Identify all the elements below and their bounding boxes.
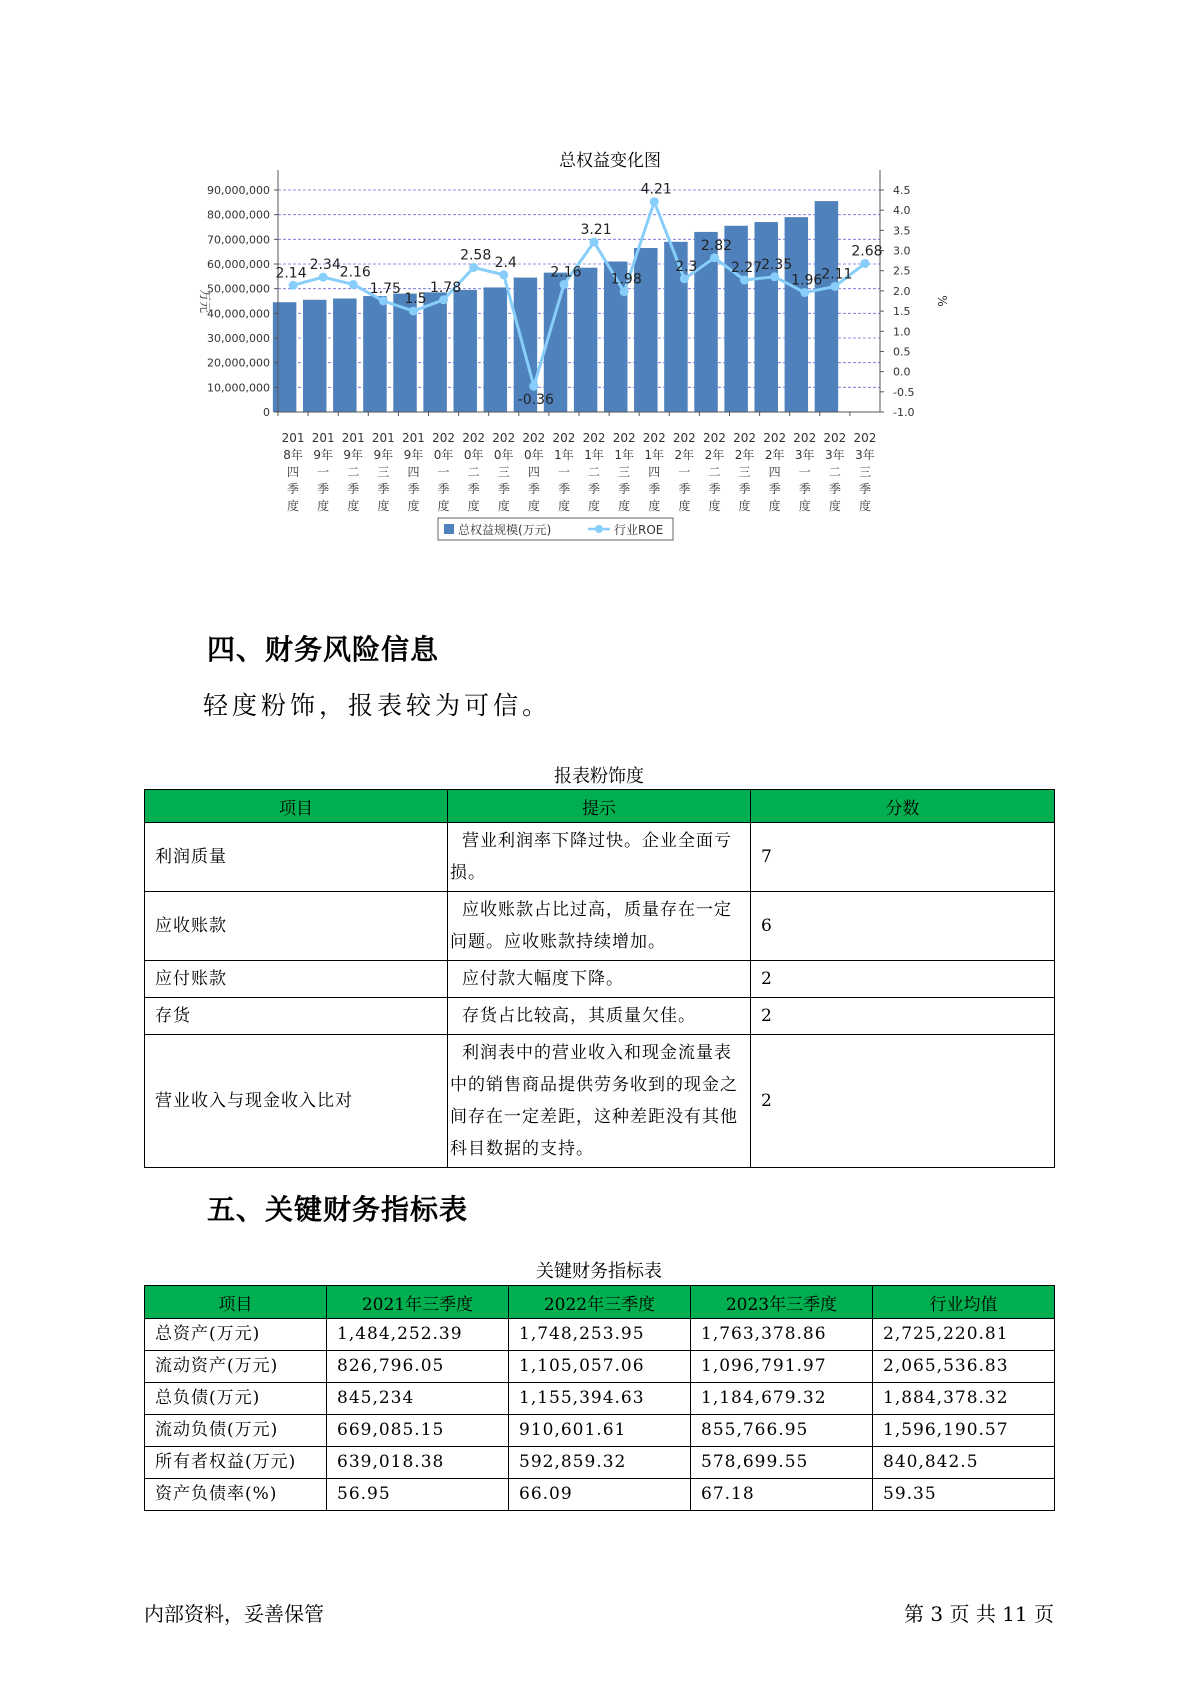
table-row [145,998,1055,1035]
roe-point [710,253,719,262]
cell-score: 2 [751,961,1055,998]
roe-point [650,197,659,206]
legend-label: 总权益规模(万元) [458,523,552,537]
x-tick-label: 三 [497,465,510,479]
y-tick-label: 20,000,000 [207,356,270,370]
x-tick-label: 季 [738,482,751,496]
cell-value: 56.95 [327,1479,509,1511]
cell-item: 利润质量 [145,823,448,892]
x-tick-label: 0年 [524,448,544,462]
cell-item: 应收账款 [145,892,448,961]
cell-value: 578,699.55 [691,1447,873,1479]
x-tick-label: 202 [793,431,817,445]
y2-tick-label: 1.0 [893,325,911,339]
col-header-industry-avg: 行业均值 [873,1286,1055,1319]
x-tick-label: 202 [432,431,456,445]
y2-tick-label: 0.0 [893,365,911,379]
cell-value: 1,884,378.32 [873,1383,1055,1415]
x-tick-label: 季 [618,482,631,496]
data-label: 1.78 [429,279,462,296]
data-label: 2.16 [550,264,582,281]
x-tick-label: 度 [407,499,420,513]
x-tick-label: 四 [407,465,420,479]
bar [333,299,356,412]
table-row [145,1319,1055,1351]
roe-point [529,382,538,391]
col-header-2022q3: 2022年三季度 [509,1286,691,1319]
x-tick-label: 1年 [584,448,604,462]
x-tick-label: 三 [858,465,871,479]
x-tick-label: 2年 [764,448,785,462]
cell-item: 流动资产(万元) [145,1351,327,1383]
cell-value: 826,796.05 [327,1351,509,1383]
cell-value: 1,763,378.86 [691,1319,873,1351]
x-tick-label: 季 [678,482,691,496]
x-tick-label: 201 [401,431,425,445]
legend-swatch-dot [595,525,603,533]
section4-heading: 四、财务风险信息 [207,633,440,666]
x-tick-label: 季 [588,482,601,496]
cell-score: 2 [751,998,1055,1035]
data-label: 2.82 [700,237,733,254]
roe-point [680,274,689,283]
roe-point [379,297,388,306]
x-tick-label: 季 [828,482,841,496]
cell-value: 1,596,190.57 [873,1415,1055,1447]
x-tick-label: 202 [612,431,636,445]
x-tick-label: 度 [497,499,510,513]
data-label: 2.68 [851,243,883,260]
x-tick-label: 度 [798,499,811,513]
roe-point [860,259,869,268]
y-tick-label: 60,000,000 [207,258,270,271]
cell-item: 营业收入与现金收入比对 [145,1035,448,1168]
y2-tick-label: 3.0 [893,244,911,258]
x-tick-label: 度 [708,499,721,513]
x-tick-label: 度 [437,499,450,513]
cell-score: 2 [751,1035,1055,1168]
x-tick-label: 季 [557,482,570,496]
col-header-2023q3: 2023年三季度 [691,1286,873,1319]
bar [363,296,386,412]
cell-value: 1,105,057.06 [509,1351,691,1383]
data-label: 2.3 [675,258,698,275]
x-tick-label: 度 [828,499,841,513]
table-row [145,1035,1055,1168]
bar [453,290,476,412]
x-tick-label: 季 [527,482,540,496]
y-axis-title: 万元 [198,288,212,314]
x-tick-label: 201 [311,431,335,445]
cell-item: 总资产(万元) [145,1319,327,1351]
x-tick-label: 度 [678,499,691,513]
x-tick-label: 3年 [794,448,815,462]
col-header-item: 项目 [145,790,448,823]
x-tick-label: 202 [702,431,726,445]
y2-tick-label: 2.0 [893,284,911,298]
whitewash-table [144,789,1055,1168]
x-tick-label: 三 [618,465,631,479]
x-tick-label: 202 [582,431,606,445]
x-tick-label: 度 [287,499,300,513]
cell-value: 59.35 [873,1479,1055,1511]
data-label: -0.36 [517,392,554,409]
x-tick-label: 季 [437,482,450,496]
x-tick-label: 0年 [463,448,484,462]
x-tick-label: 202 [672,431,696,445]
legend-swatch-bar [444,524,454,534]
x-tick-label: 8年 [283,448,303,462]
x-tick-label: 201 [341,431,365,445]
bar [815,201,838,412]
x-tick-label: 2年 [704,448,725,462]
roe-point [559,280,568,289]
x-tick-label: 202 [462,431,486,445]
cell-value: 66.09 [509,1479,691,1511]
footer-left: 内部资料，妥善保管 [144,1602,324,1626]
x-tick-label: 2年 [734,448,755,462]
x-tick-label: 0年 [493,448,514,462]
data-label: 2.58 [460,247,492,264]
bar [484,287,507,412]
y-tick-label: 50,000,000 [207,282,270,296]
y2-tick-label: 1.5 [893,305,911,319]
x-tick-label: 四 [287,465,300,479]
x-tick-label: 度 [527,499,540,513]
cell-hint: 应付款大幅度下降。 [448,961,751,998]
x-tick-label: 季 [347,482,360,496]
x-tick-label: 季 [407,482,420,496]
x-tick-label: 四 [648,465,661,479]
chart-title: 总权益变化图 [559,151,661,171]
cell-value: 592,859.32 [509,1447,691,1479]
col-header-item: 项目 [145,1286,327,1319]
data-label: 4.21 [640,181,672,198]
data-label: 2.27 [730,260,763,277]
x-tick-label: 3年 [825,448,845,462]
x-tick-label: 9年 [343,448,364,462]
x-tick-label: 度 [618,499,631,513]
y-tick-label: 30,000,000 [207,332,270,345]
x-tick-label: 季 [497,482,510,496]
y-tick-label: 40,000,000 [207,307,270,321]
table-row [145,1447,1055,1479]
x-tick-label: 202 [642,431,666,445]
cell-value: 845,234 [327,1383,509,1415]
x-tick-label: 9年 [373,448,394,462]
y-tick-label: 80,000,000 [207,208,270,222]
roe-point [289,281,298,290]
x-tick-label: 季 [858,482,871,496]
cell-hint: 利润表中的营业收入和现金流量表中的销售商品提供劳务收到的现金之间存在一定差距，这种差距没有其他科目数据的支持。 [448,1035,751,1168]
x-tick-label: 季 [317,482,330,496]
y-tick-label: 0 [263,406,270,419]
y-tick-label: 70,000,000 [207,233,270,247]
cell-value: 2,065,536.83 [873,1351,1055,1383]
x-tick-label: 季 [798,482,811,496]
x-tick-label: 3年 [855,448,875,462]
cell-item: 资产负债率(%) [145,1479,327,1511]
cell-score: 7 [751,823,1055,892]
x-tick-label: 度 [377,499,390,513]
y2-tick-label: 3.5 [893,224,911,238]
cell-value: 1,748,253.95 [509,1319,691,1351]
x-tick-label: 四 [527,465,540,479]
x-tick-label: 201 [371,431,395,445]
table-row [145,1479,1055,1511]
bar [303,300,326,412]
x-tick-label: 四 [768,465,781,479]
y2-tick-label: 0.5 [893,345,911,359]
bar [574,268,597,412]
x-tick-label: 1年 [614,448,634,462]
x-tick-label: 度 [317,499,330,513]
data-label: 1.75 [369,281,401,297]
data-label: 1.98 [610,271,642,288]
roe-point [620,287,629,296]
cell-item: 存货 [145,998,448,1035]
cell-hint: 应收账款占比过高，质量存在一定问题。应收账款持续增加。 [448,892,751,961]
cell-value: 2,725,220.81 [873,1319,1055,1351]
x-tick-label: 二 [588,465,601,479]
table2-caption: 关键财务指标表 [536,1261,662,1282]
data-label: 2.4 [494,254,517,271]
x-tick-label: 度 [858,499,871,513]
x-tick-label: 度 [738,499,751,513]
cell-value: 1,184,679.32 [691,1383,873,1415]
x-tick-label: 季 [648,482,661,496]
x-tick-label: 三 [377,465,390,479]
legend-label: 行业ROE [614,523,664,537]
y2-tick-label: -1.0 [893,406,915,419]
table-row [145,961,1055,998]
x-tick-label: 季 [708,482,721,496]
x-tick-label: 度 [557,499,570,513]
data-label: 2.14 [275,265,307,282]
bar [273,302,296,412]
x-tick-label: 1年 [554,448,574,462]
col-header-2021q3: 2021年三季度 [327,1286,509,1319]
roe-point [319,273,328,282]
table-row [145,892,1055,961]
x-tick-label: 三 [738,465,751,479]
table-row [145,1383,1055,1415]
roe-point [439,295,448,304]
cell-value: 855,766.95 [691,1415,873,1447]
chart-svg [170,140,1050,600]
cell-item: 总负债(万元) [145,1383,327,1415]
y2-tick-label: -0.5 [893,385,915,399]
equity-chart [170,140,1050,600]
x-tick-label: 二 [347,465,360,479]
cell-value: 1,096,791.97 [691,1351,873,1383]
x-tick-label: 度 [648,499,661,513]
cell-value: 1,155,394.63 [509,1383,691,1415]
col-header-hint: 提示 [448,790,751,823]
x-tick-label: 一 [437,465,450,479]
cell-hint: 营业利润率下降过快。企业全面亏损。 [448,823,751,892]
x-tick-label: 季 [467,482,480,496]
data-label: 2.16 [339,264,371,281]
x-tick-label: 季 [287,482,300,496]
cell-score: 6 [751,892,1055,961]
key-indicators-table [144,1285,1055,1511]
x-tick-label: 一 [317,465,330,479]
bar [754,222,777,412]
x-tick-label: 度 [588,499,601,513]
table-row [145,1415,1055,1447]
cell-item: 所有者权益(万元) [145,1447,327,1479]
x-tick-label: 二 [708,465,721,479]
roe-point [349,280,358,289]
roe-point [770,272,779,281]
x-tick-label: 202 [492,431,516,445]
data-label: 3.21 [580,222,612,239]
x-tick-label: 2年 [674,448,695,462]
footer-right: 第 3 页 共 11 页 [904,1602,1054,1626]
roe-point [800,288,809,297]
x-tick-label: 度 [768,499,781,513]
x-tick-label: 202 [552,431,576,445]
y2-axis-title: % [935,295,949,307]
bar [785,217,808,412]
roe-point [499,270,508,279]
x-tick-label: 一 [678,465,691,479]
x-tick-label: 度 [347,499,360,513]
cell-value: 840,842.5 [873,1447,1055,1479]
table-header-row [145,1286,1055,1319]
cell-item: 应付账款 [145,961,448,998]
x-tick-label: 202 [763,431,787,445]
x-tick-label: 201 [281,431,305,445]
x-tick-label: 1年 [644,448,665,462]
cell-value: 910,601.61 [509,1415,691,1447]
x-tick-label: 9年 [403,448,424,462]
x-tick-label: 202 [823,431,847,445]
x-tick-label: 季 [377,482,390,496]
y2-tick-label: 4.0 [893,204,911,218]
x-tick-label: 二 [467,465,480,479]
table-header-row [145,790,1055,823]
table-row [145,1351,1055,1383]
x-tick-label: 0年 [433,448,454,462]
data-label: 1.96 [791,272,823,289]
data-label: 2.34 [309,257,341,274]
data-label: 1.5 [404,291,427,308]
data-label: 2.11 [821,266,853,283]
data-label: 2.35 [761,256,793,273]
bar [423,292,446,412]
roe-point [740,276,749,285]
x-tick-label: 度 [467,499,480,513]
cell-value: 639,018.38 [327,1447,509,1479]
cell-value: 1,484,252.39 [327,1319,509,1351]
x-tick-label: 202 [522,431,546,445]
y2-tick-label: 4.5 [893,184,911,197]
risk-summary: 轻度粉饰，报表较为可信。 [203,691,552,720]
x-tick-label: 一 [798,465,811,479]
y-tick-label: 90,000,000 [207,184,270,197]
cell-item: 流动负债(万元) [145,1415,327,1447]
x-tick-label: 季 [768,482,781,496]
col-header-score: 分数 [751,790,1055,823]
roe-point [590,238,599,247]
x-tick-label: 202 [733,431,757,445]
x-tick-label: 202 [853,431,877,445]
table-row [145,823,1055,892]
roe-point [469,263,478,272]
roe-point [409,307,418,316]
x-tick-label: 9年 [313,448,333,462]
y-tick-label: 10,000,000 [207,381,270,395]
y2-tick-label: 2.5 [893,264,911,278]
x-tick-label: 二 [828,465,841,479]
table1-caption: 报表粉饰度 [554,766,644,787]
cell-hint: 存货占比较高，其质量欠佳。 [448,998,751,1035]
cell-value: 67.18 [691,1479,873,1511]
roe-point [830,282,839,291]
section5-heading: 五、关键财务指标表 [207,1193,469,1226]
x-tick-label: 一 [557,465,570,479]
cell-value: 669,085.15 [327,1415,509,1447]
